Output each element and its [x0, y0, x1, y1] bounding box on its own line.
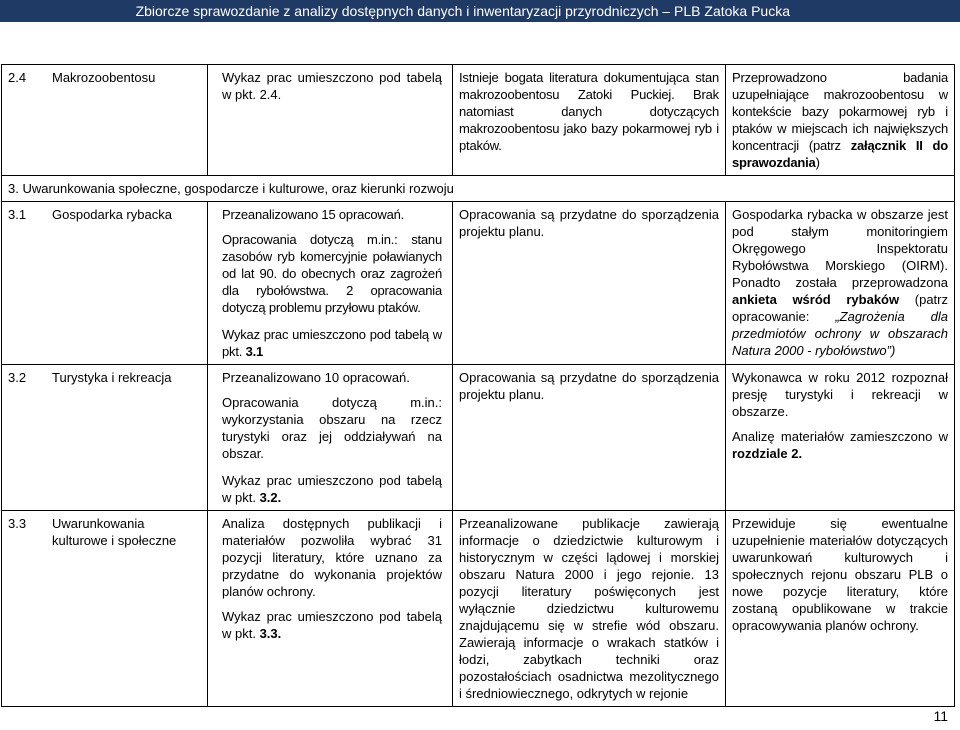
supplement-cell [726, 202, 955, 365]
table-row [2, 65, 955, 176]
supplement-text-end: ) [815, 155, 820, 170]
table-row [2, 511, 955, 707]
literature-count: Przeanalizowano 15 opracowań. [222, 207, 405, 222]
row-topic: Gospodarka rybacka [52, 207, 172, 222]
assessment-cell [453, 65, 726, 176]
literature-reference-number: 3.2. [259, 490, 282, 505]
row-topic-cell [2, 65, 208, 176]
supplement-cell [726, 511, 955, 707]
section-heading-cell [2, 176, 955, 202]
supplement-text: Przewiduje się ewentualne uzupełnienie materiałów dotyczących uwarunkowań kulturowych i społecznych rejonu obszaru PLB o nowe pozycje literatury, które zostaną opublikowane w trakcie opracowywania planów ochrony. [732, 516, 948, 633]
literature-cell [208, 65, 453, 176]
row-number: 2.4 [8, 70, 27, 85]
supplement-text: Wykonawca w roku 2012 rozpoznał presję turystyki i rekreacji w obszarze. [732, 370, 948, 419]
analysis-table [1, 64, 955, 707]
table-row [2, 202, 955, 365]
literature-reference-number: 3.3. [259, 626, 282, 641]
literature-reference-number: 3.1 [245, 344, 264, 359]
assessment-cell [453, 202, 726, 365]
literature-count: Przeanalizowano 10 opracowań. [222, 370, 410, 385]
supplement-reference: załącznik II do sprawozdania [732, 138, 948, 170]
assessment-cell [453, 511, 726, 707]
literature-cell [208, 365, 453, 511]
literature-reference: Wykaz prac umieszczono pod tabelą w pkt. [222, 473, 442, 505]
supplement-text: Gospodarka rybacka w obszarze jest pod stałym monitoringiem Okręgowego Inspektoratu Rybołówstwa Morskiego (OIRM). Ponadto została przeprowadzona [732, 207, 948, 290]
supplement-publication: „Zagrożenia dla przedmiotów ochrony w obszarach Natura 2000 - rybołówstwo”) [732, 309, 948, 358]
supplement-reference-text: Analizę materiałów zamieszczono w [732, 429, 948, 444]
literature-cell [208, 511, 453, 707]
assessment-text: Przeanalizowane publikacje zawierają informacje o dziedzictwie kulturowym i historycznym w części lądowej i morskiej obszaru Natura 2000 i jego rejonie. 13 pozycji literatury poświęconych jest wyłącznie dziedzictwu kulturowemu znajdującemu się w strefie wód obszaru. Zawierają informacje o wrakach statków i łodzi, zabytkach techniki oraz pozostałościach osadnictwa mezolitycznego i średniowiecznego, odkrytych w rejonie [459, 516, 719, 701]
literature-cell [208, 202, 453, 365]
supplement-reference: rozdziale 2. [732, 446, 803, 461]
literature-scope: Opracowania dotyczą m.in.: stanu zasobów ryb komercyjnie poławianych od lat 90. do obecnych oraz zagrożeń dla rybołówstwa. 2 opracowania dotyczą problemu przyłowu ptaków. [222, 232, 442, 315]
row-topic: Turystyka i rekreacja [52, 370, 172, 385]
table-row [2, 365, 955, 511]
literature-reference: Wykaz prac umieszczono pod tabelą w pkt. [222, 327, 442, 359]
page-number: 11 [933, 708, 948, 724]
literature-text: Wykaz prac umieszczono pod tabelą w pkt. 2.4. [222, 70, 442, 102]
row-topic: Uwarunkowania kulturowe i społeczne [52, 516, 177, 548]
literature-reference: Wykaz prac umieszczono pod tabelą w pkt. [222, 609, 442, 641]
supplement-text: Przeprowadzono badania uzupełniające makrozoobentosu w kontekście bazy pokarmowej ryb i ptaków w miejscach ich największych koncentracji (patrz [732, 70, 948, 153]
supplement-cell [726, 365, 955, 511]
document-title: Zbiorcze sprawozdanie z analizy dostępnych danych i inwentaryzacji przyrodniczych – PLB Zatoka Pucka [135, 3, 790, 19]
section-heading-row [2, 176, 955, 202]
literature-summary: Analiza dostępnych publikacji i materiałów pozwoliła wybrać 31 pozycji literatury, które uznano za przydatne do wykonania projektów planów ochrony. [222, 516, 442, 599]
row-topic: Makrozoobentosu [52, 70, 156, 85]
assessment-cell [453, 365, 726, 511]
row-number: 3.3 [8, 516, 27, 531]
row-number: 3.1 [8, 207, 27, 222]
assessment-text: Opracowania są przydatne do sporządzenia projektu planu. [459, 370, 719, 402]
literature-scope: Opracowania dotyczą m.in.: wykorzystania obszaru na rzecz turystyki oraz jej oddziaływań na obszar. [222, 395, 442, 461]
supplement-emphasis: ankieta wśród rybaków [732, 292, 900, 307]
document-header [0, 0, 960, 22]
row-topic-cell [2, 511, 208, 707]
supplement-cell [726, 65, 955, 176]
row-topic-cell [2, 365, 208, 511]
assessment-text: Istnieje bogata literatura dokumentująca stan makrozoobentosu Zatoki Puckiej. Brak natomiast danych dotyczących makrozoobentosu jako bazy pokarmowej ryb i ptaków. [459, 70, 719, 153]
supplement-text-mid: (patrz opracowanie: [732, 292, 948, 324]
assessment-text: Opracowania są przydatne do sporządzenia projektu planu. [459, 207, 719, 239]
row-number: 3.2 [8, 370, 27, 385]
row-topic-cell [2, 202, 208, 365]
section-heading: 3. Uwarunkowania społeczne, gospodarcze i kulturowe, oraz kierunki rozwoju [8, 181, 454, 196]
